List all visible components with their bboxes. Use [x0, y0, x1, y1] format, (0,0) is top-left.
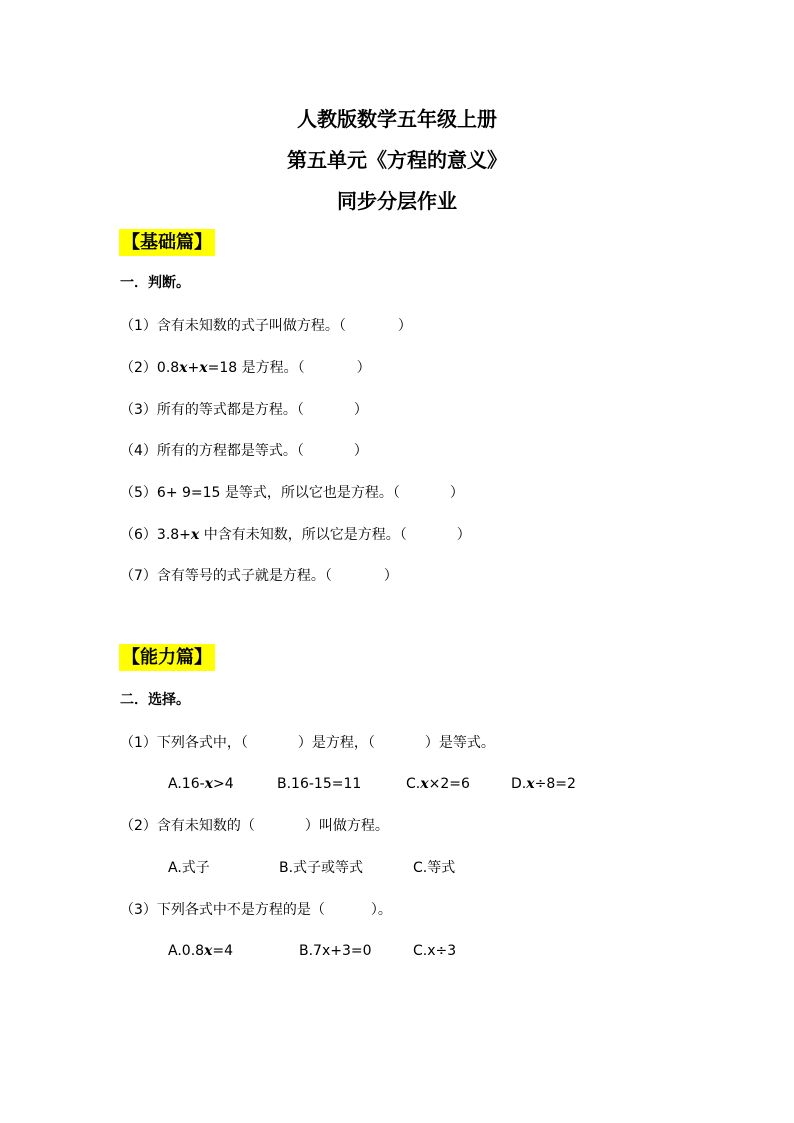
title-line-3: 同步分层作业: [337, 189, 457, 213]
basic-banner: 【基础篇】: [119, 229, 215, 256]
choice-heading: 二．选择。: [120, 692, 190, 708]
judge-item-3: （3）所有的等式都是方程。（ ）: [120, 402, 368, 418]
choice-question-1: （1）下列各式中，（ ）是方程，（ ）是等式。: [120, 735, 495, 751]
choice-question-2: （2）含有未知数的（ ）叫做方程。: [120, 818, 389, 834]
choice-2-option-a[interactable]: A.式子: [168, 860, 210, 876]
judge-heading: 一．判断。: [120, 275, 190, 291]
choice-2-option-c[interactable]: C.等式: [413, 860, 456, 876]
choice-3-option-b[interactable]: B.7x+3=0: [299, 943, 372, 959]
judge-item-6: （6）3.8+x 中含有未知数，所以它是方程。（ ）: [120, 527, 471, 543]
ability-banner: 【能力篇】: [119, 644, 215, 671]
choice-1-option-a[interactable]: A.16-x>4: [168, 776, 234, 792]
judge-item-7: （7）含有等号的式子就是方程。（ ）: [120, 568, 398, 584]
judge-item-4: （4）所有的方程都是等式。（ ）: [120, 443, 368, 459]
choice-question-3: （3）下列各式中不是方程的是（ ）。: [120, 902, 392, 918]
choice-1-option-b[interactable]: B.16-15=11: [277, 776, 362, 792]
judge-item-2: （2）0.8x+x=18 是方程。（ ）: [120, 360, 371, 376]
judge-item-1: （1）含有未知数的式子叫做方程。（ ）: [120, 318, 412, 334]
choice-1-option-d[interactable]: D.x÷8=2: [511, 776, 576, 792]
title-line-1: 人教版数学五年级上册: [297, 107, 497, 131]
choice-2-option-b[interactable]: B.式子或等式: [279, 860, 364, 876]
title-line-2: 第五单元《方程的意义》: [287, 148, 507, 172]
judge-item-5: （5）6+ 9=15 是等式，所以它也是方程。（ ）: [120, 485, 464, 501]
choice-1-option-c[interactable]: C.x×2=6: [406, 776, 470, 792]
choice-3-option-a[interactable]: A.0.8x=4: [168, 943, 234, 959]
choice-3-option-c[interactable]: C.x÷3: [413, 943, 457, 959]
